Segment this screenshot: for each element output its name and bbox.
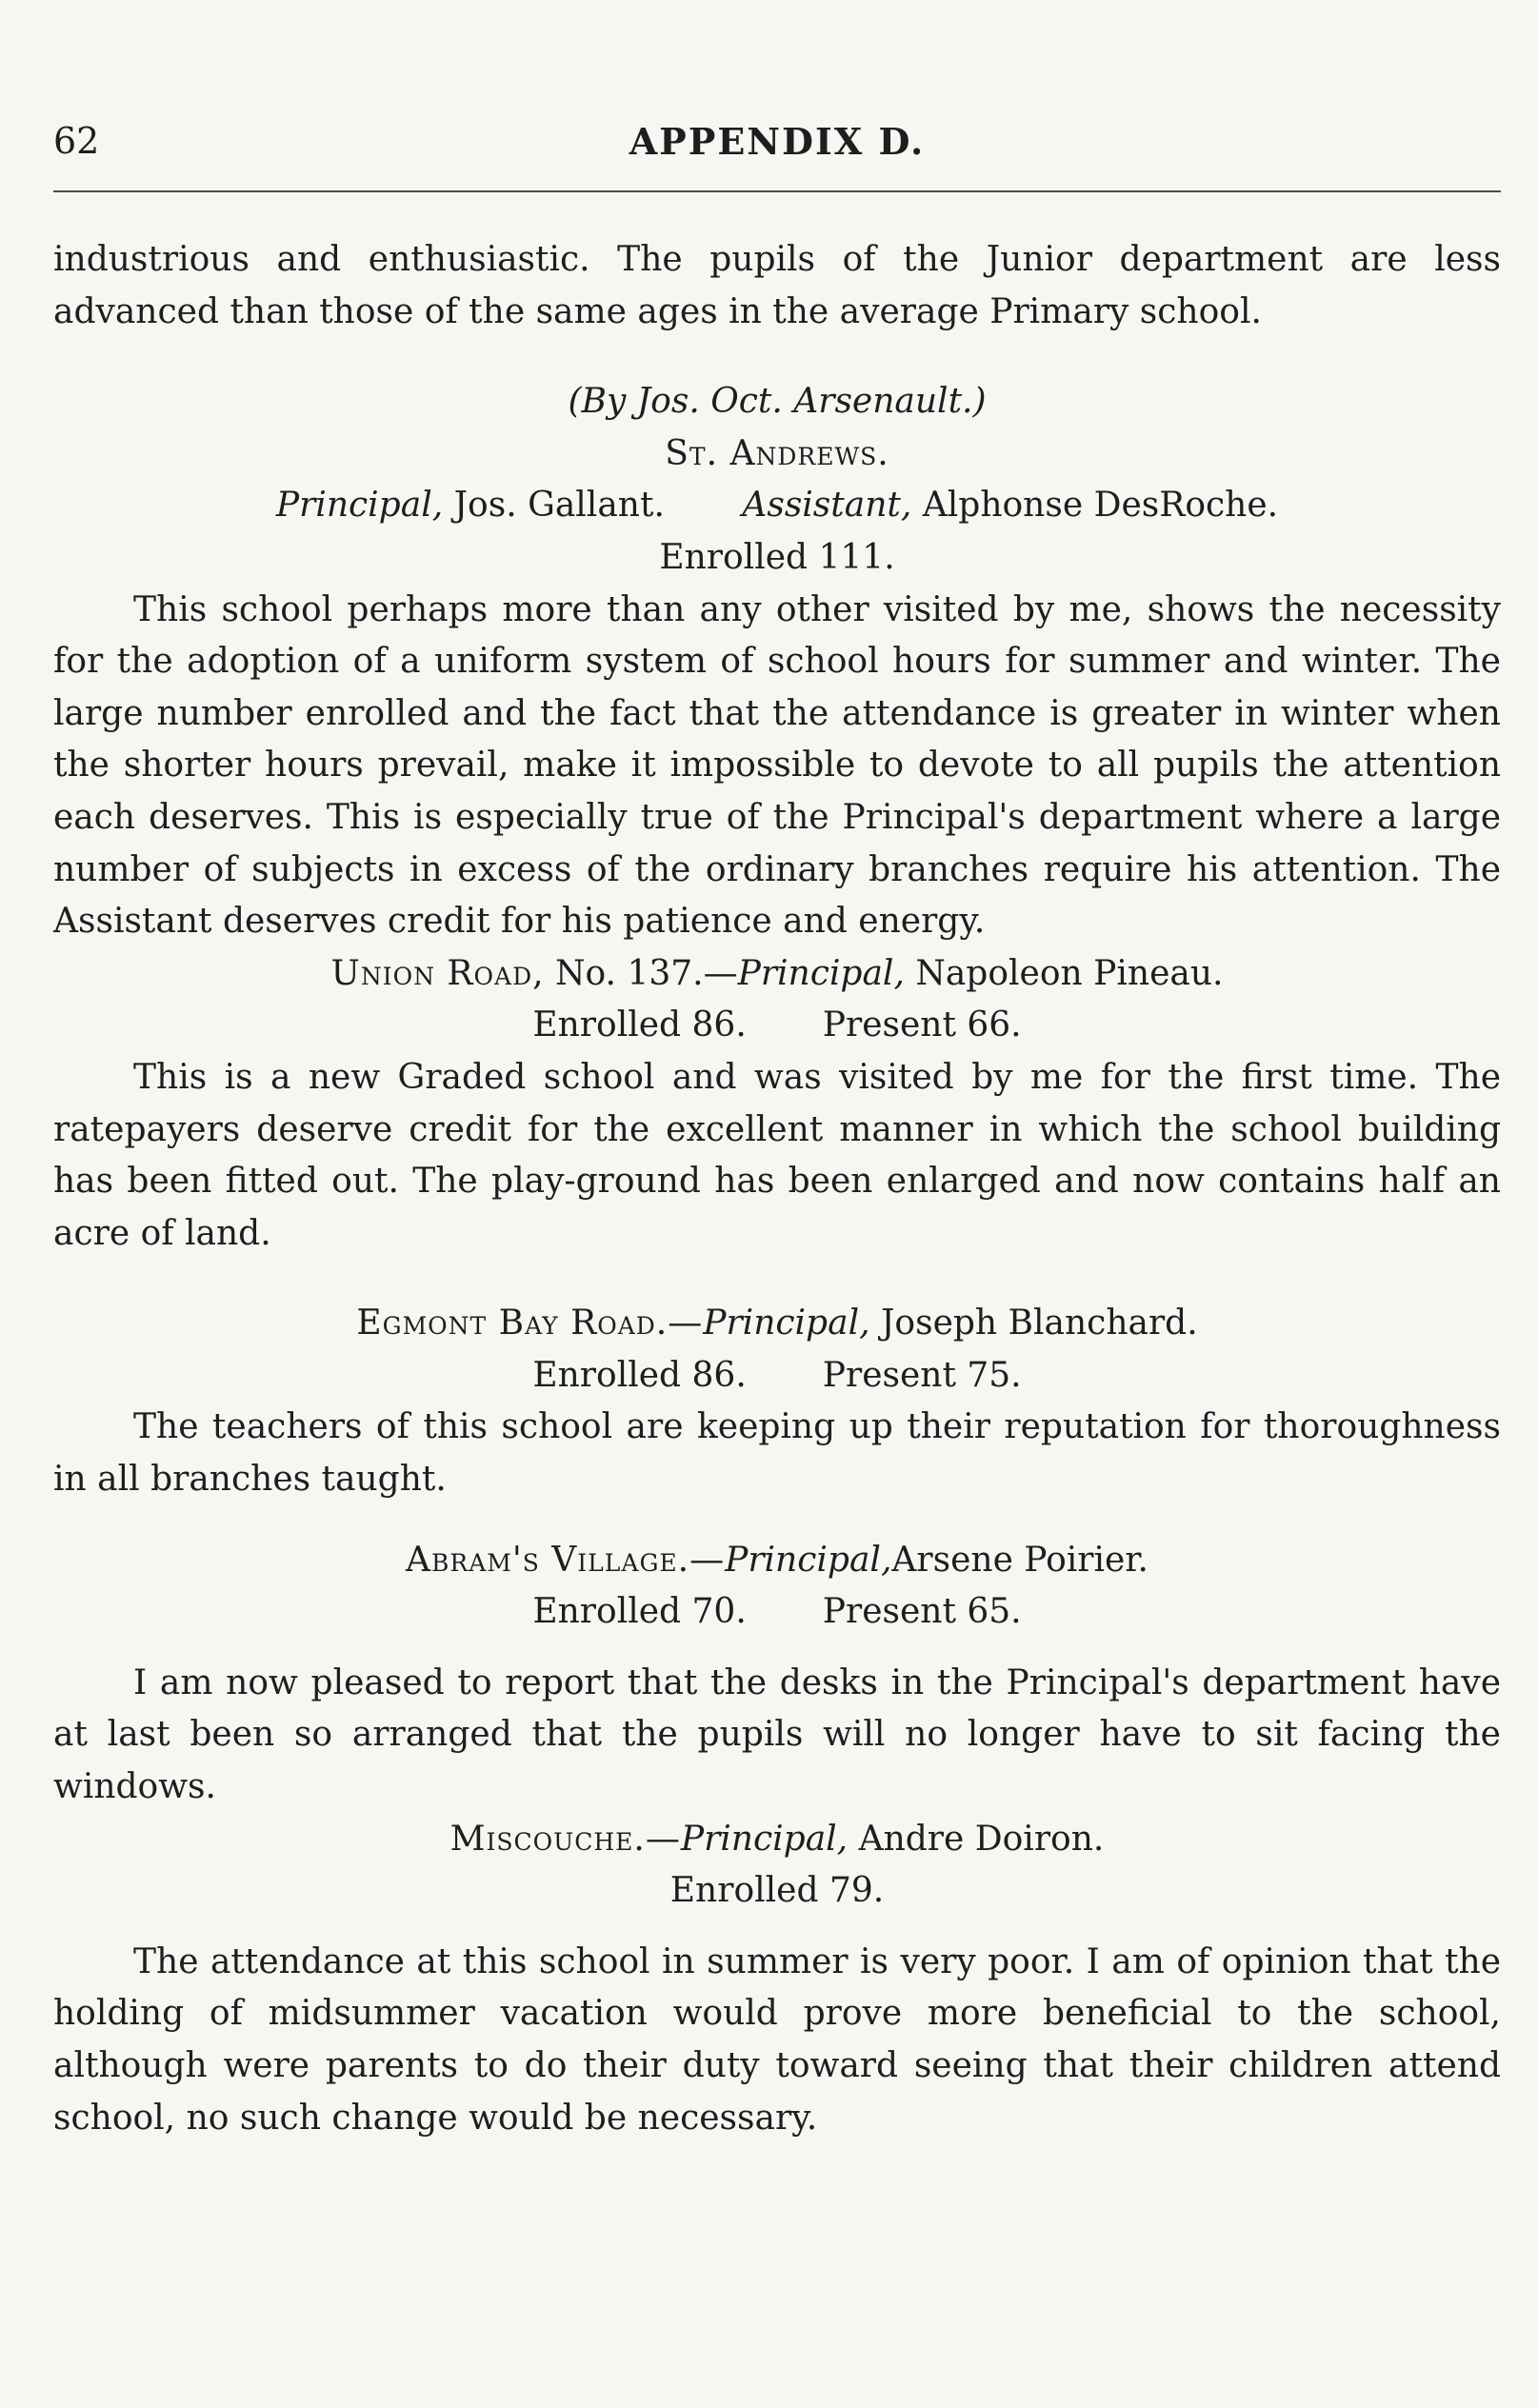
paragraph-egmont-bay: The teachers of this school are keeping up their reputation for thoroughness in all branches taught. [53,1407,1501,1500]
attendance-union-road [53,1000,1501,1052]
byline: (By Jos. Oct. Arsenault.) [568,382,987,422]
enrolled-st-andrews: Enrolled 111. [659,537,895,577]
school-heading-union-road [53,948,1501,1001]
paragraph-abrams-village: I am now pleased to report that the desks in the Principal's department have at last been so arranged that the pupils will no longer have to sit facing the windows. [53,1662,1501,1807]
page-number: 62 [53,120,100,162]
school-number: No. 137.— [555,953,738,993]
principal-name: Arsene Poirier. [891,1540,1149,1580]
attendance-abrams-village [53,1586,1501,1639]
enrolled-miscouche: Enrolled 79. [669,1871,885,1911]
school-name: Abram's Village.— [406,1540,726,1580]
attendance-egmont-bay [53,1350,1501,1403]
enrolled-count: Enrolled 70. [532,1592,747,1632]
staff-line-st-andrews [53,480,1501,532]
present-count: Present 75. [822,1355,1022,1395]
header-rule [53,190,1501,192]
intro-paragraph: industrious and enthusiastic. The pupils of the Junior department are less advanced than those of the same ages in the average Primary school. [53,240,1501,331]
principal-name: Jos. Gallant. [453,486,665,526]
principal-label: Principal, [680,1819,849,1859]
school-heading-egmont-bay [53,1298,1501,1350]
paragraph-st-andrews: This school perhaps more than any other visited by me, shows the necessity for the adoption of a uniform system of school hours for summer and winter. The large number enrolled and the fact that the attendance is greater in winter when the shorter hours prevail, make it impossible to devote to all pupils the attention each deserves. This is especially true of the Principal's department where a large number of subjects in excess of the ordinary branches require his attention. The Assistant deserves credit for his patience and energy. [53,589,1501,942]
assistant-label: Assistant, [742,486,912,526]
present-count: Present 66. [822,1005,1022,1045]
principal-label: Principal, [275,486,444,526]
principal-name: Napoleon Pineau. [915,953,1224,993]
school-heading-miscouche [53,1814,1501,1866]
principal-name: Andre Doiron. [858,1819,1105,1859]
principal-label: Principal, [737,953,905,993]
principal-label: Principal, [725,1540,892,1580]
principal-label: Principal, [703,1304,870,1343]
school-name: Miscouche.— [449,1819,681,1859]
school-name: Union Road, [330,953,545,993]
page-header [53,120,1501,168]
principal-name: Joseph Blanchard. [880,1304,1198,1343]
enrolled-count: Enrolled 86. [532,1005,747,1045]
paragraph-union-road: This is a new Graded school and was visited by me for the first time. The ratepayers deserve credit for the excellent manner in which the school building has been fitted out. The play-ground has been enlarged and now contains half an acre of land. [53,1057,1501,1253]
paragraph-miscouche: The attendance at this school in summer is very poor. I am of opinion that the holding of midsummer vacation would prove more beneficial to the school, although were parents to do their duty toward seeing that their children attend school, no such change would be necessary. [53,1941,1501,2138]
present-count: Present 65. [822,1592,1022,1632]
body-text [53,234,1501,2144]
school-heading-st-andrews: St. Andrews. [665,433,889,473]
enrolled-count: Enrolled 86. [532,1355,747,1395]
assistant-name: Alphonse DesRoche. [922,486,1279,526]
school-name: Egmont Bay Road.— [356,1304,704,1343]
school-heading-abrams-village [53,1535,1501,1587]
running-head: APPENDIX D. [629,120,926,163]
